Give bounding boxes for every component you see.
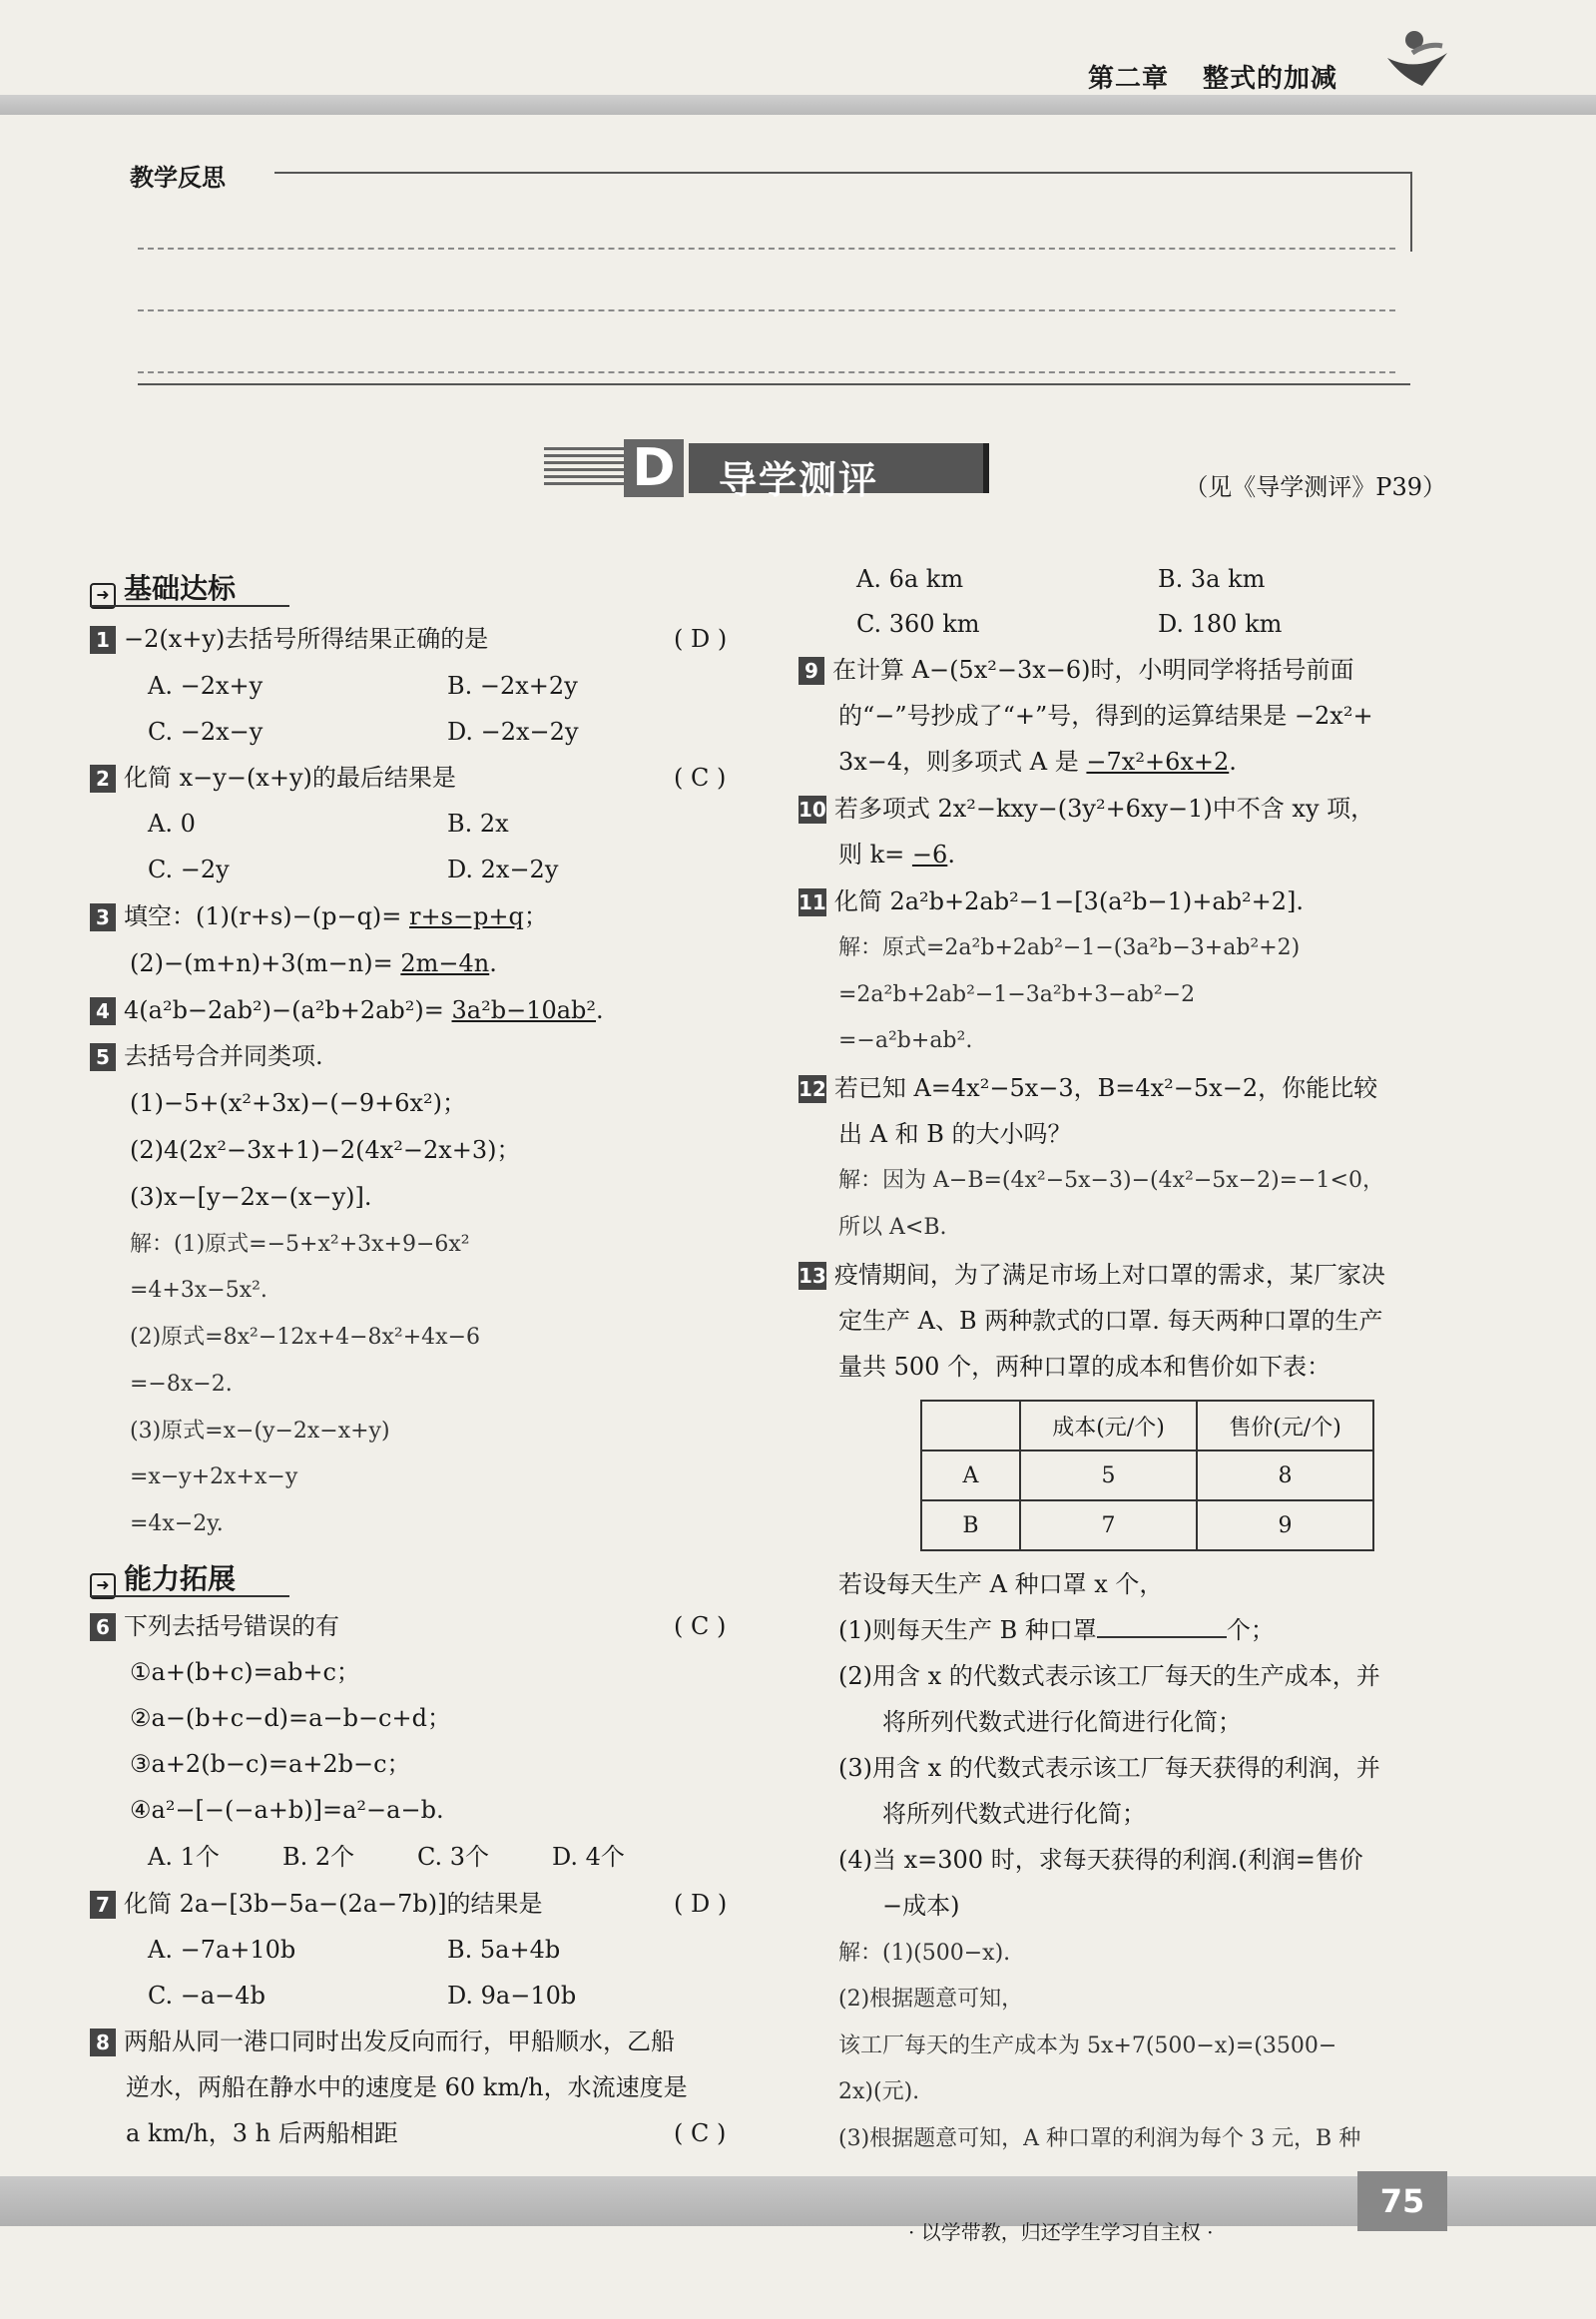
question-line: 则 k= −6. xyxy=(838,841,955,869)
solution-line: 解：因为 A−B=(4x²−5x−3)−(4x²−5x−2)=−1<0， xyxy=(838,1168,1384,1193)
table-row xyxy=(921,1450,1373,1500)
book-logo-icon xyxy=(1382,28,1452,88)
question-13: 13 疫情期间，为了满足市场上对口罩的需求，某厂家决 xyxy=(798,1261,1385,1289)
option: D. −2x−2y xyxy=(447,718,579,746)
option: B. 3a km xyxy=(1158,565,1266,593)
table-cell: 售价(元/个) xyxy=(1197,1401,1373,1450)
question-line: 的“−”号抄成了“+”号，得到的运算结果是 −2x²+ xyxy=(838,702,1373,730)
option: B. 5a+4b xyxy=(447,1936,561,1964)
sub-item: (3)x−[y−2x−(x−y)]. xyxy=(130,1183,372,1211)
question-line: 将所列代数式进行化简进行化简； xyxy=(882,1708,1242,1736)
question-line: 逆水，两船在静水中的速度是 60 km/h，水流速度是 xyxy=(126,2073,688,2101)
chapter-title: 第二章 整式的加减 xyxy=(1088,64,1338,94)
solution-line: =−8x−2. xyxy=(130,1372,233,1397)
solution-line: (3)根据题意可知，A 种口罩的利润为每个 3 元，B 种 xyxy=(838,2126,1361,2151)
option: D. 9a−10b xyxy=(447,1982,577,2010)
reflection-edge xyxy=(1410,172,1412,252)
table-cell: 9 xyxy=(1197,1500,1373,1550)
sub-item: (1)−5+(x²+3x)−(−9+6x²)； xyxy=(130,1089,467,1117)
question-9: 9 在计算 A−(5x²−3x−6)时，小明同学将括号前面 xyxy=(798,655,1354,685)
answer-1: ( D ) xyxy=(674,625,728,653)
solution-line: =4x−2y. xyxy=(130,1511,224,1536)
question-line: 量共 500 个，两种口罩的成本和售价如下表： xyxy=(838,1353,1331,1381)
question-line: (2)用含 x 的代数式表示该工厂每天的生产成本，并 xyxy=(838,1662,1380,1690)
dashed-line xyxy=(138,248,1395,250)
option: D. 2x−2y xyxy=(447,856,559,883)
question-line: (4)当 x=300 时，求每天获得的利润.(利润=售价 xyxy=(838,1846,1363,1874)
page-number: 75 xyxy=(1357,2171,1447,2231)
solution-line: 解：原式=2a²b+2ab²−1−(3a²b−3+ab²+2) xyxy=(838,935,1301,960)
option: D. 180 km xyxy=(1158,610,1283,638)
option: A. −7a+10b xyxy=(148,1936,296,1964)
section-extend: ➜ 能力拓展 xyxy=(90,1557,236,1599)
option: C. 3个 xyxy=(417,1843,490,1871)
table-cell: 7 xyxy=(1020,1500,1197,1550)
question-10: 10 若多项式 2x²−kxy−(3y²+6xy−1)中不含 xy 项， xyxy=(798,795,1375,823)
question-12: 12 若已知 A=4x²−5x−3，B=4x²−5x−2，你能比较 xyxy=(798,1074,1378,1102)
table-cell: 5 xyxy=(1020,1450,1197,1500)
dashed-line xyxy=(138,309,1395,311)
header-bar xyxy=(0,95,1596,115)
question-line: (3)用含 x 的代数式表示该工厂每天获得的利润，并 xyxy=(838,1754,1380,1782)
question-3b: (2)−(m+n)+3(m−n)= 2m−4n. xyxy=(130,949,497,977)
reflection-rule xyxy=(274,172,1412,174)
question-8: 8 两船从同一港口同时出发反向而行，甲船顺水，乙船 xyxy=(90,2027,675,2056)
solution-line: 该工厂每天的生产成本为 5x+7(500−x)=(3500− xyxy=(838,2033,1337,2058)
section-underline xyxy=(90,1595,289,1597)
solution-line: (3)原式=x−(y−2x−x+y) xyxy=(130,1419,390,1444)
table-cell: 成本(元/个) xyxy=(1020,1401,1197,1450)
option: A. 1个 xyxy=(148,1843,220,1871)
question-7: 7 化简 2a−[3b−5a−(2a−7b)]的结果是 xyxy=(90,1889,543,1919)
answer-7: ( D ) xyxy=(674,1890,728,1918)
option: A. 0 xyxy=(148,810,196,838)
option: C. −a−4b xyxy=(148,1982,266,2010)
question-line: 出 A 和 B 的大小吗？ xyxy=(838,1120,1072,1148)
question-11: 11 化简 2a²b+2ab²−1−[3(a²b−1)+ab²+2]. xyxy=(798,887,1304,915)
sub-item: (2)4(2x²−3x+1)−2(4x²−2x+3)； xyxy=(130,1136,521,1164)
solution-line: 2x)(元). xyxy=(838,2079,920,2104)
solution-line: 解：(1)原式=−5+x²+3x+9−6x² xyxy=(130,1232,470,1257)
question-line: 定生产 A、B 两种款式的口罩. 每天两种口罩的生产 xyxy=(838,1307,1383,1335)
footer-motto: · 以学带教，归还学生学习自主权 · xyxy=(908,2220,1214,2244)
answer-2: ( C ) xyxy=(674,764,727,792)
solution-line: =−a²b+ab². xyxy=(838,1028,973,1053)
question-1: 1 −2(x+y)去括号所得结果正确的是 xyxy=(90,624,488,654)
option: C. −2y xyxy=(148,856,230,883)
question-line: 3x−4，则多项式 A 是 −7x²+6x+2. xyxy=(838,748,1237,776)
table-cell: 8 xyxy=(1197,1450,1373,1500)
question-6: 6 下列去括号错误的有 xyxy=(90,1611,339,1641)
question-2: 2 化简 x−y−(x+y)的最后结果是 xyxy=(90,763,456,793)
option: A. 6a km xyxy=(856,565,964,593)
option: D. 4个 xyxy=(552,1843,625,1871)
banner-letter: D xyxy=(624,439,684,497)
question-4: 4 4(a²b−2ab²)−(a²b+2ab²)= 3a²b−10ab². xyxy=(90,995,604,1025)
table-row xyxy=(921,1500,1373,1550)
question-line: (1)则每天生产 B 种口罩 个； xyxy=(838,1616,1275,1644)
solution-line: =2a²b+2ab²−1−3a²b+3−ab²−2 xyxy=(838,982,1196,1007)
reflection-bottom xyxy=(138,383,1410,385)
option: C. −2x−y xyxy=(148,718,264,746)
answer-8: ( C ) xyxy=(674,2119,727,2147)
question-line: −成本) xyxy=(882,1892,960,1920)
option: B. −2x+2y xyxy=(447,672,578,700)
option: B. 2个 xyxy=(282,1843,355,1871)
sub-item: ④a²−[−(−a+b)]=a²−a−b. xyxy=(130,1796,444,1824)
question-5: 5 去括号合并同类项. xyxy=(90,1041,323,1071)
option: B. 2x xyxy=(447,810,509,838)
solution-line: 解：(1)(500−x). xyxy=(838,1941,1011,1966)
table-cell xyxy=(921,1401,1020,1450)
solution-line: (2)根据题意可知， xyxy=(838,1987,1024,2012)
question-3: 3 填空：(1)(r+s)−(p−q)= r+s−p+q； xyxy=(90,901,548,931)
question-line: 将所列代数式进行化简； xyxy=(882,1800,1146,1828)
option: C. 360 km xyxy=(856,610,980,638)
reflection-label: 教学反思 xyxy=(130,164,226,192)
solution-line: (2)原式=8x²−12x+4−8x²+4x−6 xyxy=(130,1325,481,1350)
option: A. −2x+y xyxy=(148,672,264,700)
question-line: a km/h，3 h 后两船相距 xyxy=(126,2119,398,2147)
answer-6: ( C ) xyxy=(674,1612,727,1640)
reference-note: （见《导学测评》P39） xyxy=(1184,473,1446,501)
cost-price-table xyxy=(920,1400,1374,1551)
table-cell: B xyxy=(921,1500,1020,1550)
solution-line: =x−y+2x+x−y xyxy=(130,1464,298,1489)
section-basic: ➜ 基础达标 xyxy=(90,567,236,609)
section-underline xyxy=(90,605,289,607)
solution-line: 所以 A<B. xyxy=(838,1215,947,1240)
solution-line: =4+3x−5x². xyxy=(130,1278,267,1303)
dashed-line xyxy=(138,371,1395,373)
sub-item: ①a+(b+c)=ab+c； xyxy=(130,1658,360,1686)
banner-title: 导学测评 xyxy=(719,458,879,502)
table-cell: A xyxy=(921,1450,1020,1500)
question-line: 若设每天生产 A 种口罩 x 个， xyxy=(838,1570,1164,1598)
sub-item: ②a−(b+c−d)=a−b−c+d； xyxy=(130,1704,451,1732)
sub-item: ③a+2(b−c)=a+2b−c； xyxy=(130,1750,411,1778)
table-header-row xyxy=(921,1401,1373,1450)
